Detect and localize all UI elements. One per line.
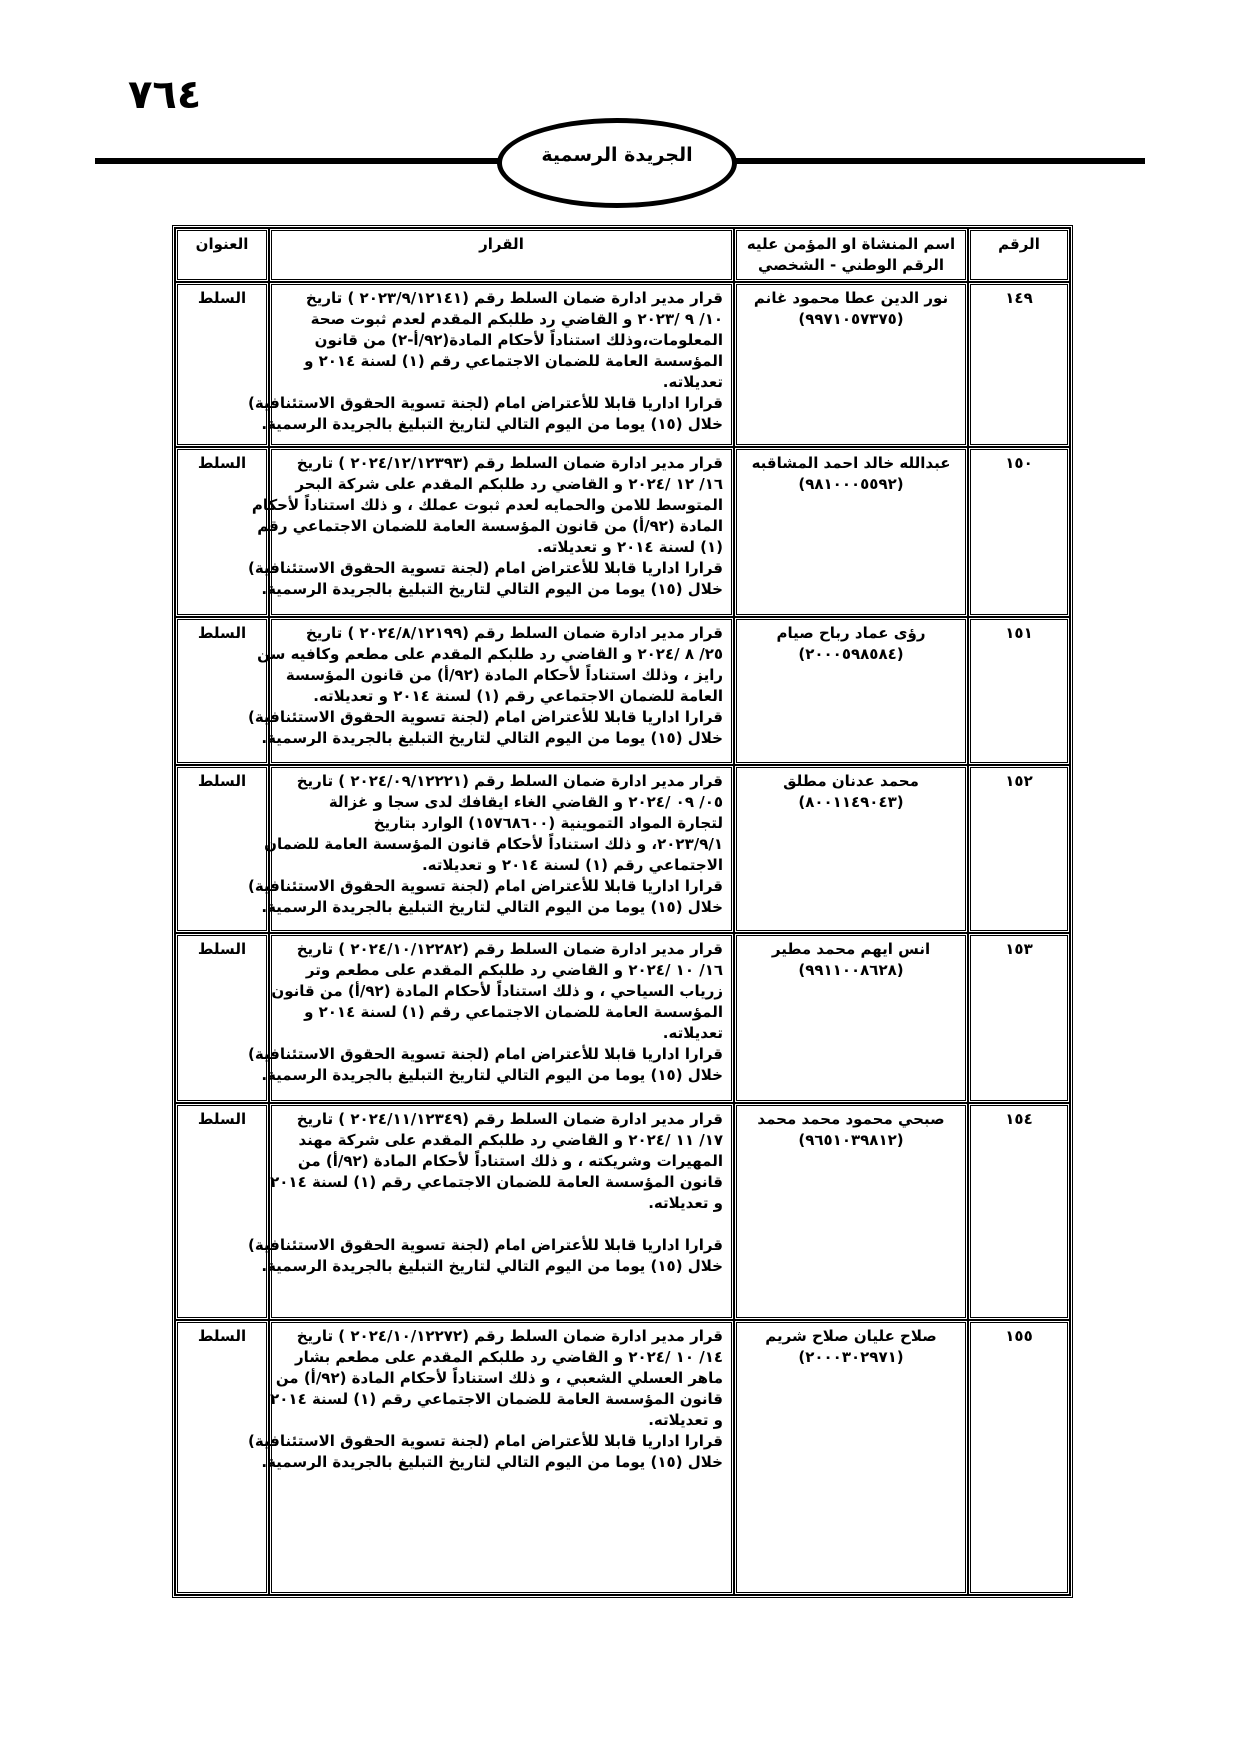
table-row <box>175 282 1070 447</box>
decision-line: ١٦/ ١٠ /٢٠٢٤ و القاضي رد طلبكم المقدم على مطعم وتر <box>305 961 723 979</box>
decision-line: الاجتماعي رقم (١) لسنة ٢٠١٤ و تعديلاته. <box>421 856 723 874</box>
decision-line: خلال (١٥) يوما من اليوم التالي لتاريخ التبليغ بالجريدة الرسمية. <box>261 1066 723 1084</box>
beneficiary-cell <box>734 447 968 617</box>
national-id: (٨٠٠١١٤٩٠٤٣) <box>798 793 904 811</box>
address-cell: السلط <box>175 933 269 1103</box>
beneficiary-cell <box>734 1103 968 1320</box>
decision-line: (١) لسنة ٢٠١٤ و تعديلاته. <box>536 538 723 556</box>
decision-cell <box>247 447 734 617</box>
decision-line: قرارا اداريا قابلا للأعتراض امام (لجنة تسوية الحقوق الاستئنافية) <box>247 1236 723 1254</box>
beneficiary-name: انس ايهم محمد مطير <box>771 940 931 958</box>
decision-line: قرارا اداريا قابلا للأعتراض امام (لجنة تسوية الحقوق الاستئنافية) <box>247 394 723 412</box>
beneficiary-cell <box>734 282 968 447</box>
decision-line: خلال (١٥) يوما من اليوم التالي لتاريخ التبليغ بالجريدة الرسمية. <box>261 1257 723 1275</box>
row-number: ١٤٩ <box>968 282 1070 447</box>
national-id: (٢٠٠٠٣٠٢٩٧١) <box>798 1348 904 1366</box>
decision-cell <box>247 765 734 933</box>
address-cell: السلط <box>175 765 269 933</box>
gazette-title: الجريدة الرسمية <box>541 144 693 166</box>
header-name-line2: الرقم الوطني - الشخصي <box>758 256 944 274</box>
decision-line: قرارا اداريا قابلا للأعتراض امام (لجنة تسوية الحقوق الاستئنافية) <box>247 708 723 726</box>
decision-line: قرار مدير ادارة ضمان السلط رقم (٢٠٢٤/١٢/١٢٣٩٣ ) تاريخ <box>296 454 723 472</box>
decision-cell <box>247 1103 734 1320</box>
address-cell: السلط <box>175 447 269 617</box>
table-row <box>175 933 1070 1103</box>
decision-line: قرار مدير ادارة ضمان السلط رقم (٢٠٢٣/٩/١٢١٤١ ) تاريخ <box>305 289 723 307</box>
decision-line: خلال (١٥) يوما من اليوم التالي لتاريخ التبليغ بالجريدة الرسمية. <box>261 729 723 747</box>
decision-line: ١٧/ ١١ /٢٠٢٤ و القاضي رد طلبكم المقدم على شركة مهند <box>298 1131 723 1149</box>
beneficiary-name: صلاح عليان صلاح شريم <box>765 1327 937 1345</box>
decision-line: ٠٥/ ٠٩ /٢٠٢٤ و القاضي الغاء ايقافك لدى سجا و غزالة <box>328 793 723 811</box>
address-cell: السلط <box>175 617 269 765</box>
decision-line: و تعديلاته. <box>648 1411 723 1429</box>
decision-line: قرارا اداريا قابلا للأعتراض امام (لجنة تسوية الحقوق الاستئنافية) <box>247 1045 723 1063</box>
address-cell: السلط <box>175 282 269 447</box>
decision-cell <box>247 617 734 765</box>
decision-line: ١٦/ ١٢ /٢٠٢٤ و القاضي رد طلبكم المقدم على شركة البحر <box>295 475 723 493</box>
page-number: ٧٦٤ <box>128 72 202 118</box>
decision-line: قرار مدير ادارة ضمان السلط رقم (٢٠٢٤/٠٩/١٢٢٢١ ) تاريخ <box>296 772 723 790</box>
decision-line: خلال (١٥) يوما من اليوم التالي لتاريخ التبليغ بالجريدة الرسمية. <box>261 580 723 598</box>
decision-line: المهيرات وشريكته ، و ذلك استناداً لأحكام المادة (٩٢/أ) من <box>297 1152 723 1170</box>
decision-cell <box>247 282 734 447</box>
decision-line: المؤسسة العامة للضمان الاجتماعي رقم (١) لسنة ٢٠١٤ و <box>304 1003 723 1021</box>
decision-line: قرارا اداريا قابلا للأعتراض امام (لجنة تسوية الحقوق الاستئنافية) <box>247 559 723 577</box>
header-number: الرقم <box>968 228 1070 282</box>
national-id: (٩٦٥١٠٣٩٨١٢) <box>798 1131 904 1149</box>
table-row <box>175 765 1070 933</box>
table-row <box>175 447 1070 617</box>
row-number: ١٥٣ <box>968 933 1070 1103</box>
beneficiary-name: صبحي محمود محمد محمد <box>757 1110 945 1128</box>
decision-line <box>280 1214 723 1235</box>
decision-line: المؤسسة العامة للضمان الاجتماعي رقم (١) لسنة ٢٠١٤ و <box>304 352 723 370</box>
decision-line: تعديلاته. <box>662 1024 723 1042</box>
decision-line: المعلومات،وذلك استناداً لأحكام المادة(٩٢/أ-٢) من قانون <box>314 331 723 349</box>
decision-line: ١٠/ ٩ /٢٠٢٣ و القاضي رد طلبكم المقدم لعدم ثبوت صحة <box>310 310 723 328</box>
table-row <box>175 617 1070 765</box>
decision-cell <box>247 933 734 1103</box>
decision-line: و تعديلاته. <box>648 1194 723 1212</box>
beneficiary-cell <box>734 617 968 765</box>
header-name-line1: اسم المنشاة او المؤمن عليه <box>746 235 956 253</box>
national-id: (٩٩١١٠٠٨٦٢٨) <box>798 961 904 979</box>
header-address: العنوان <box>175 228 269 282</box>
row-number: ١٥٤ <box>968 1103 1070 1320</box>
decision-line: قرار مدير ادارة ضمان السلط رقم (٢٠٢٤/١١/١٢٣٤٩ ) تاريخ <box>296 1110 723 1128</box>
decision-cell <box>247 1320 734 1595</box>
decision-line: المادة (٩٢/أ) من قانون المؤسسة العامة للضمان الاجتماعي رقم <box>257 517 723 535</box>
decision-line: قرار مدير ادارة ضمان السلط رقم (٢٠٢٤/١٠/١٢٢٧٢ ) تاريخ <box>296 1327 723 1345</box>
beneficiary-cell <box>734 765 968 933</box>
decision-line: ماهر العسلي الشعبي ، و ذلك استناداً لأحكام المادة (٩٢/أ) من <box>275 1369 723 1387</box>
decision-line: قرار مدير ادارة ضمان السلط رقم (٢٠٢٤/١٠/١٢٢٨٢ ) تاريخ <box>296 940 723 958</box>
decision-line: ٢٥/ ٨ /٢٠٢٤ و القاضي رد طلبكم المقدم على مطعم وكافيه سن <box>257 645 723 663</box>
decision-line: ١٤/ ١٠ /٢٠٢٤ و القاضي رد طلبكم المقدم على مطعم بشار <box>295 1348 723 1366</box>
decision-line: لتجارة المواد التموينية (١٥٧٦٨٦٠٠) الوارد بتاريخ <box>373 814 723 832</box>
beneficiary-name: نور الدين عطا محمود غانم <box>753 289 949 307</box>
beneficiary-name: محمد عدنان مطلق <box>783 772 919 790</box>
row-number: ١٥١ <box>968 617 1070 765</box>
row-number: ١٥٢ <box>968 765 1070 933</box>
beneficiary-cell <box>734 1320 968 1595</box>
decisions-table <box>172 225 1073 1598</box>
beneficiary-cell <box>734 933 968 1103</box>
decision-line: المتوسط للامن والحمايه لعدم ثبوت عملك ، و ذلك استناداً لأحكام <box>251 496 723 514</box>
beneficiary-name: عبدالله خالد احمد المشاقبه <box>751 454 951 472</box>
decision-line: ٢٠٢٣/٩/١، و ذلك استناداً لأحكام قانون المؤسسة العامة للضمان <box>264 835 723 853</box>
decision-line: العامة للضمان الاجتماعي رقم (١) لسنة ٢٠١٤ و تعديلاته. <box>313 687 723 705</box>
national-id: (٩٩٧١٠٥٧٣٧٥) <box>798 310 904 328</box>
decision-line: قرارا اداريا قابلا للأعتراض امام (لجنة تسوية الحقوق الاستئنافية) <box>247 1432 723 1450</box>
decision-line: خلال (١٥) يوما من اليوم التالي لتاريخ التبليغ بالجريدة الرسمية. <box>261 1453 723 1471</box>
gazette-title-ellipse <box>497 118 737 208</box>
table-header-row <box>175 228 1070 282</box>
decision-line: خلال (١٥) يوما من اليوم التالي لتاريخ التبليغ بالجريدة الرسمية. <box>261 415 723 433</box>
header-decision: القرار <box>269 228 734 282</box>
address-cell: السلط <box>175 1320 269 1595</box>
national-id: (٢٠٠٠٥٩٨٥٨٤) <box>798 645 904 663</box>
decision-line: قرار مدير ادارة ضمان السلط رقم (٢٠٢٤/٨/١٢١٩٩ ) تاريخ <box>305 624 723 642</box>
address-cell: السلط <box>175 1103 269 1320</box>
decision-line: قانون المؤسسة العامة للضمان الاجتماعي رقم (١) لسنة ٢٠١٤ <box>270 1390 723 1408</box>
row-number: ١٥٠ <box>968 447 1070 617</box>
decision-line: تعديلاته. <box>662 373 723 391</box>
table-row <box>175 1320 1070 1595</box>
national-id: (٩٨١٠٠٠٥٥٩٢) <box>798 475 904 493</box>
beneficiary-name: رؤى عماد رباح صيام <box>776 624 926 642</box>
decision-line: زرياب السياحي ، و ذلك استناداً لأحكام المادة (٩٢/أ) من قانون <box>271 982 723 1000</box>
decision-line: قرارا اداريا قابلا للأعتراض امام (لجنة تسوية الحقوق الاستئنافية) <box>247 877 723 895</box>
row-number: ١٥٥ <box>968 1320 1070 1595</box>
table-row <box>175 1103 1070 1320</box>
header-name <box>734 228 968 282</box>
decision-line: خلال (١٥) يوما من اليوم التالي لتاريخ التبليغ بالجريدة الرسمية. <box>261 898 723 916</box>
decision-line: قانون المؤسسة العامة للضمان الاجتماعي رقم (١) لسنة ٢٠١٤ <box>270 1173 723 1191</box>
decision-line: رايز ، وذلك استناداً لأحكام المادة (٩٢/أ) من قانون المؤسسة <box>285 666 723 684</box>
